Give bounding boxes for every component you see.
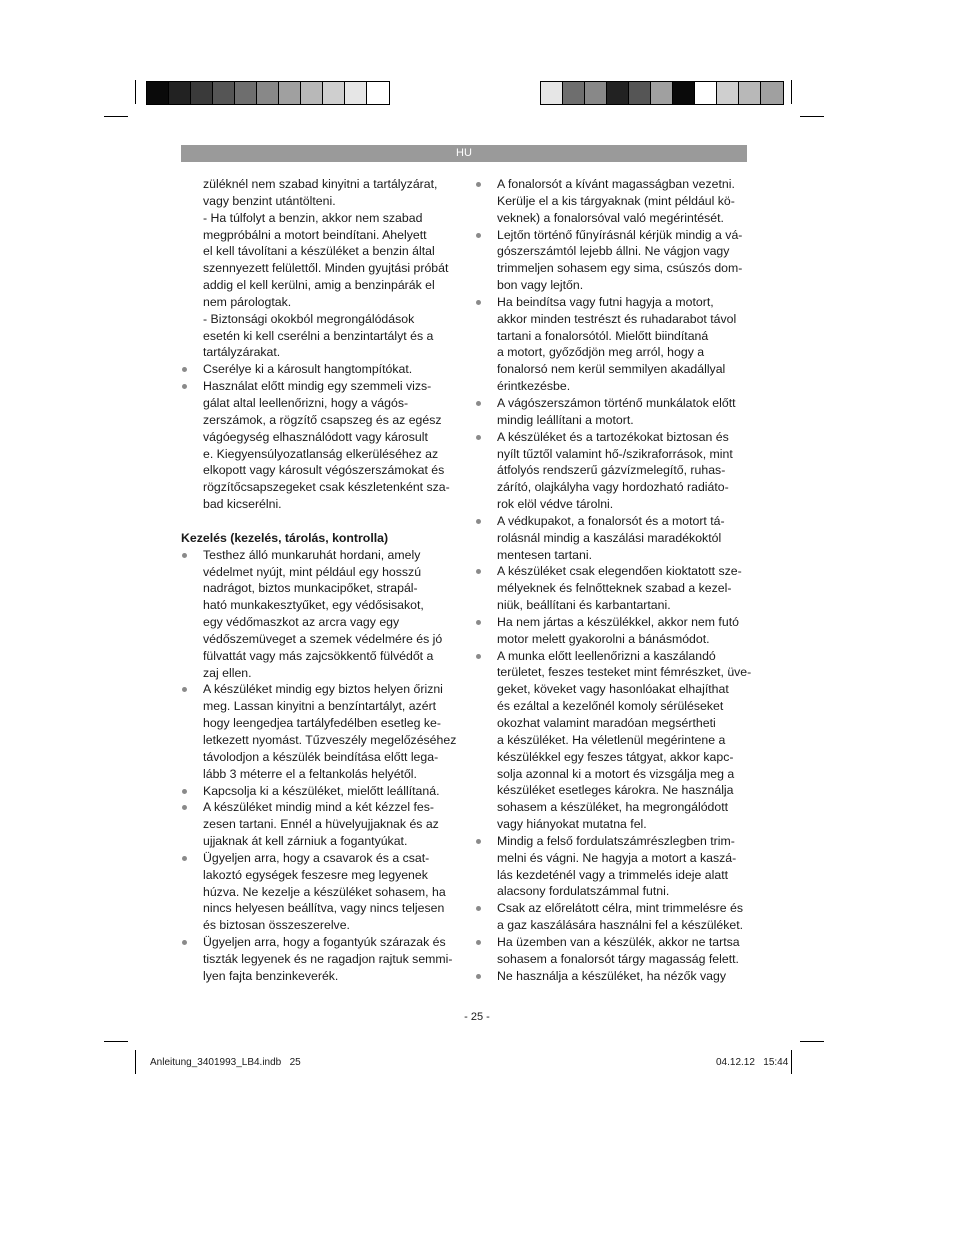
text-line: és biztosan összeszerelve.: [203, 918, 350, 933]
bullet-item: [475, 968, 745, 985]
bullet-item: [475, 563, 745, 614]
color-swatch: [717, 82, 739, 104]
bullet-item: [475, 395, 745, 429]
color-swatch: [235, 82, 257, 104]
right-bullet-list: [475, 176, 752, 985]
color-swatch: [607, 82, 629, 104]
text-line: tiszták legyenek és ne ragadjon rajtuk semmi-: [203, 951, 453, 966]
crop-mark: [104, 116, 128, 117]
text-line: védelmet nyújt, mint például egy hosszú: [203, 564, 422, 579]
language-band: [181, 145, 747, 162]
bullet-item: [181, 783, 451, 800]
text-line: meg. Lassan kinyitni a benzíntartályt, azért: [203, 699, 437, 714]
text-line: alacsony fordulatszámmal futni.: [497, 884, 670, 899]
text-line: szennyezett felülettől. Minden gyujtási próbát: [203, 261, 449, 276]
bullet-item: [475, 294, 745, 395]
text-line: gálat altal leellenőrizni, hogy a vágós-: [203, 395, 409, 410]
footer-file-info: Anleitung_3401993_LB4.indb 25: [150, 1057, 301, 1068]
text-line: e. Kiegyensúlyozatlanság elkerüléséhez az: [203, 446, 439, 461]
color-swatch: [651, 82, 673, 104]
text-line: lyen fajta benzinkeverék.: [203, 968, 339, 983]
bullet-item: [475, 900, 745, 934]
text-line: Mindig a felső fordulatszámrészlegben trim-: [497, 833, 735, 848]
text-line: érintkezésbe.: [497, 379, 571, 394]
text-line: nincs helyesen beállítva, vagy nincs teljesen: [203, 901, 445, 916]
text-line: és ezáltal a kezelőnél komoly sérüléseket: [497, 699, 724, 714]
section-heading: Kezelés (kezelés, tárolás, kontrolla): [181, 530, 389, 545]
text-line: a motort, győződjön meg arról, hogy a: [497, 345, 705, 360]
bullet-item: [181, 934, 451, 985]
left-intro-list: [181, 176, 451, 513]
text-line: zárító, olajkályha vagy hordozható radiáto-: [497, 480, 729, 495]
crop-mark: [791, 80, 792, 104]
text-line: zaj ellen.: [203, 665, 252, 680]
text-line: Ha nem jártas a készülékkel, akkor nem futó: [497, 614, 739, 629]
text-line: készülékkel egy feszes tátgyat, akkor kapc-: [497, 749, 734, 764]
text-line: okozhat valamint maradóan megsértheti: [497, 716, 716, 730]
color-swatch: [169, 82, 191, 104]
text-line: lább 3 méterre el a feltankolás helyétől.: [203, 766, 417, 781]
color-swatch: [279, 82, 301, 104]
text-line: Ha üzemben van a készülék, akkor ne tartsa: [497, 934, 740, 949]
left-column: [181, 176, 457, 985]
bullet-item: [475, 429, 745, 513]
crop-mark: [135, 80, 136, 104]
text-line: zesen tartani. Ennél a hüvelyujjaknak és az: [203, 817, 439, 832]
text-line: egy védőmaszkot az arcra vagy egy: [203, 615, 400, 630]
bullet-item: [475, 934, 745, 968]
text-paragraph: [181, 176, 451, 361]
text-line: vagy hiányokat mutatna fel.: [497, 817, 647, 832]
color-swatch: [323, 82, 345, 104]
text-line: niük, beállítani és karbantartani.: [497, 598, 671, 613]
bullet-item: [181, 799, 451, 850]
bullet-item: [181, 681, 457, 782]
color-calibration-bar-right: [540, 81, 784, 105]
text-line: letkezett nyomást. Tűzveszély megelőzéséhez: [203, 733, 457, 747]
text-line: mentesen tartani.: [497, 547, 593, 562]
bullet-item: [181, 361, 451, 378]
text-line: mindig leállítani a motort.: [497, 412, 634, 427]
page-number: - 25 -: [464, 1011, 490, 1023]
text-line: el kell távolítani a készüléket a benzin által: [203, 244, 435, 259]
text-line: a gaz kaszálására használni fel a készüléket.: [497, 918, 744, 933]
crop-mark: [800, 116, 824, 117]
text-line: Ne használja a készüléket, ha nézők vagy: [497, 968, 726, 983]
color-swatch: [367, 82, 389, 104]
bullet-item: [475, 833, 745, 900]
color-swatch: [541, 82, 563, 104]
text-line: Kerülje el a kis tárgyaknak (mint például kö-: [497, 193, 735, 208]
language-code: HU: [456, 147, 472, 159]
text-line: Kapcsolja ki a készüléket, mielőtt leállítaná.: [203, 783, 440, 798]
color-swatch: [257, 82, 279, 104]
color-swatch: [301, 82, 323, 104]
text-line: A készüléket és a tartozékokat biztosan és: [497, 429, 729, 444]
text-line: melni és vágni. Ne hagyja a motort a kaszá-: [497, 850, 737, 865]
text-line: gószerszámtól lejebb állni. Ne vágjon vagy: [497, 244, 730, 259]
bullet-item: [181, 378, 451, 513]
color-swatch: [629, 82, 651, 104]
text-line: megpróbálni a motort beindítani. Ahelyett: [203, 227, 427, 242]
text-line: Cserélye ki a károsult hangtompítókat.: [203, 362, 413, 377]
text-line: motor melett gyakorolni a bánásmódot.: [497, 631, 710, 646]
text-line: vagy benzint utántölteni.: [203, 193, 336, 208]
text-line: solja azonnal ki a motort és vizsgálja meg a: [497, 766, 735, 781]
text-line: vágóegység elhasználódott vagy károsult: [203, 429, 428, 444]
color-swatch: [213, 82, 235, 104]
text-line: készüléket esetleges károkra. Ne használja: [497, 783, 734, 798]
text-line: geket, köveket vagy hasonlóakat elhajíthat: [497, 682, 729, 697]
text-line: tartályzárakat.: [203, 345, 281, 360]
text-line: akkor minden testrészt és ruhadarabot távol: [497, 311, 737, 326]
color-swatch: [761, 82, 783, 104]
text-line: A készüléket mindig mind a két kézzel fes-: [203, 800, 435, 815]
text-line: bon vagy lejtőn.: [497, 278, 584, 293]
text-line: mélyeknek és felnőtteknek szabad a kezel-: [497, 581, 732, 596]
footer-timestamp: 04.12.12 15:44: [716, 1057, 789, 1068]
crop-mark: [791, 1050, 792, 1074]
bullet-item: [475, 176, 745, 227]
text-line: átfolyós rendszerű gázvízmelegítő, ruhas-: [497, 463, 726, 478]
text-line: nyílt tűztől valamint hő-/szikraforrások, mint: [497, 446, 733, 461]
text-line: zerszámok, a rögzítő csapszeg és az egész: [203, 412, 442, 427]
text-line: - Biztonsági okokból megrongálódások: [203, 311, 415, 326]
text-line: bad kicserélni.: [203, 497, 282, 512]
text-line: züléknél nem szabad kinyitni a tartályzárat,: [203, 177, 438, 191]
bullet-item: [181, 547, 451, 682]
text-line: sohasem a fonalorsót tárgy magasság felett.: [497, 951, 739, 966]
text-line: nadrágot, biztos munkacipőket, strapál-: [203, 581, 418, 596]
text-line: A vágószerszámon történő munkálatok előtt: [497, 395, 736, 410]
crop-mark: [800, 1041, 824, 1042]
text-line: Testhez álló munkaruhát hordani, amely: [203, 547, 421, 562]
bullet-item: [475, 227, 745, 294]
text-line: - Ha túlfolyt a benzin, akkor nem szabad: [203, 210, 423, 225]
text-line: elkopott vagy károsult végószerszámokat és: [203, 463, 445, 478]
color-calibration-bar-left: [146, 81, 390, 105]
text-line: területet, feszes testeket mint fémrészket, üve-: [497, 665, 752, 680]
bullet-item: [475, 648, 752, 833]
text-line: A fonalorsót a kívánt magasságban vezetni.: [497, 177, 735, 191]
text-line: védőszemüveget a szemek védelmére és jó: [203, 631, 443, 646]
text-line: addig el kell kerülni, amig a benzinpárák el: [203, 278, 435, 293]
text-line: ujjaknak át kell zárniuk a fogantyúkat.: [203, 834, 408, 849]
color-swatch: [695, 82, 717, 104]
text-line: A védkupakot, a fonalorsót és a motort tá-: [497, 513, 725, 528]
text-line: trimmeljen sohasem egy sima, csúszós dom-: [497, 261, 743, 276]
color-swatch: [345, 82, 367, 104]
text-line: Ügyeljen arra, hogy a csavarok és a csat-: [203, 850, 430, 865]
text-line: húzva. Ne kezelje a készüléket sohasem, ha: [203, 884, 446, 899]
text-line: A készüléket csak elegendően kioktatott sze-: [497, 564, 742, 579]
color-swatch: [563, 82, 585, 104]
bullet-item: [475, 614, 745, 648]
text-line: távolodjon a készülék beindítása előtt lega-: [203, 749, 439, 764]
text-line: Használat előtt mindig egy szemmeli vizs-: [203, 379, 432, 394]
text-line: hogy leengedjea tartályfedélben esetleg ke-: [203, 716, 441, 731]
text-line: esetén ki kell cserélni a benzintartályt és a: [203, 328, 434, 343]
color-swatch: [191, 82, 213, 104]
color-swatch: [147, 82, 169, 104]
text-line: lakoztó egységek feszesre meg legyenek: [203, 867, 428, 882]
color-swatch: [739, 82, 761, 104]
color-swatch: [673, 82, 695, 104]
text-line: nem párologtak.: [203, 294, 292, 309]
text-line: A munka előtt leellenőrizni a kaszálandó: [497, 648, 716, 663]
text-line: fülvattát vagy más zajcsökkentő fülvédőt a: [203, 648, 434, 663]
crop-mark: [135, 1050, 136, 1074]
text-line: veknek) a fonalorsóval való megérintését.: [497, 210, 724, 225]
text-line: tartani a fonalorsótól. Mielőtt biindítaná: [497, 328, 709, 343]
text-line: Csak az előrelátott célra, mint trimmelésre és: [497, 901, 744, 916]
bullet-item: [181, 850, 451, 934]
right-column: [475, 176, 752, 985]
text-line: rolásnál mindig a kaszálási maradékoktól: [497, 530, 722, 545]
text-line: Ügyeljen arra, hogy a fogantyúk szárazak és: [203, 935, 446, 950]
text-line: A készüléket mindig egy biztos helyen őrizni: [203, 682, 443, 697]
bullet-item: [475, 513, 745, 564]
text-line: fonalorsó nem kerül semmilyen akadállyal: [497, 362, 726, 377]
text-line: Ha beindítsa vagy futni hagyja a motort,: [497, 294, 714, 309]
text-line: rok elöl védve tárolni.: [497, 497, 614, 512]
left-bullet-list: [181, 547, 457, 985]
text-line: sohasem a készüléket, ha megrongálódott: [497, 800, 729, 815]
crop-mark: [104, 1041, 128, 1042]
text-line: ható munkakesztyűket, egy védősisakot,: [203, 598, 424, 613]
text-line: lás kezdeténél vagy a trimmelés ideje alatt: [497, 867, 729, 882]
color-swatch: [585, 82, 607, 104]
text-line: Lejtőn történő fűnyírásnál kérjük mindig a vá-: [497, 227, 743, 242]
text-line: a készüléket. Ha véletlenül megérintene a: [497, 732, 726, 747]
text-line: rögzítőcsapszegeket csak készletenként sza-: [203, 480, 450, 495]
